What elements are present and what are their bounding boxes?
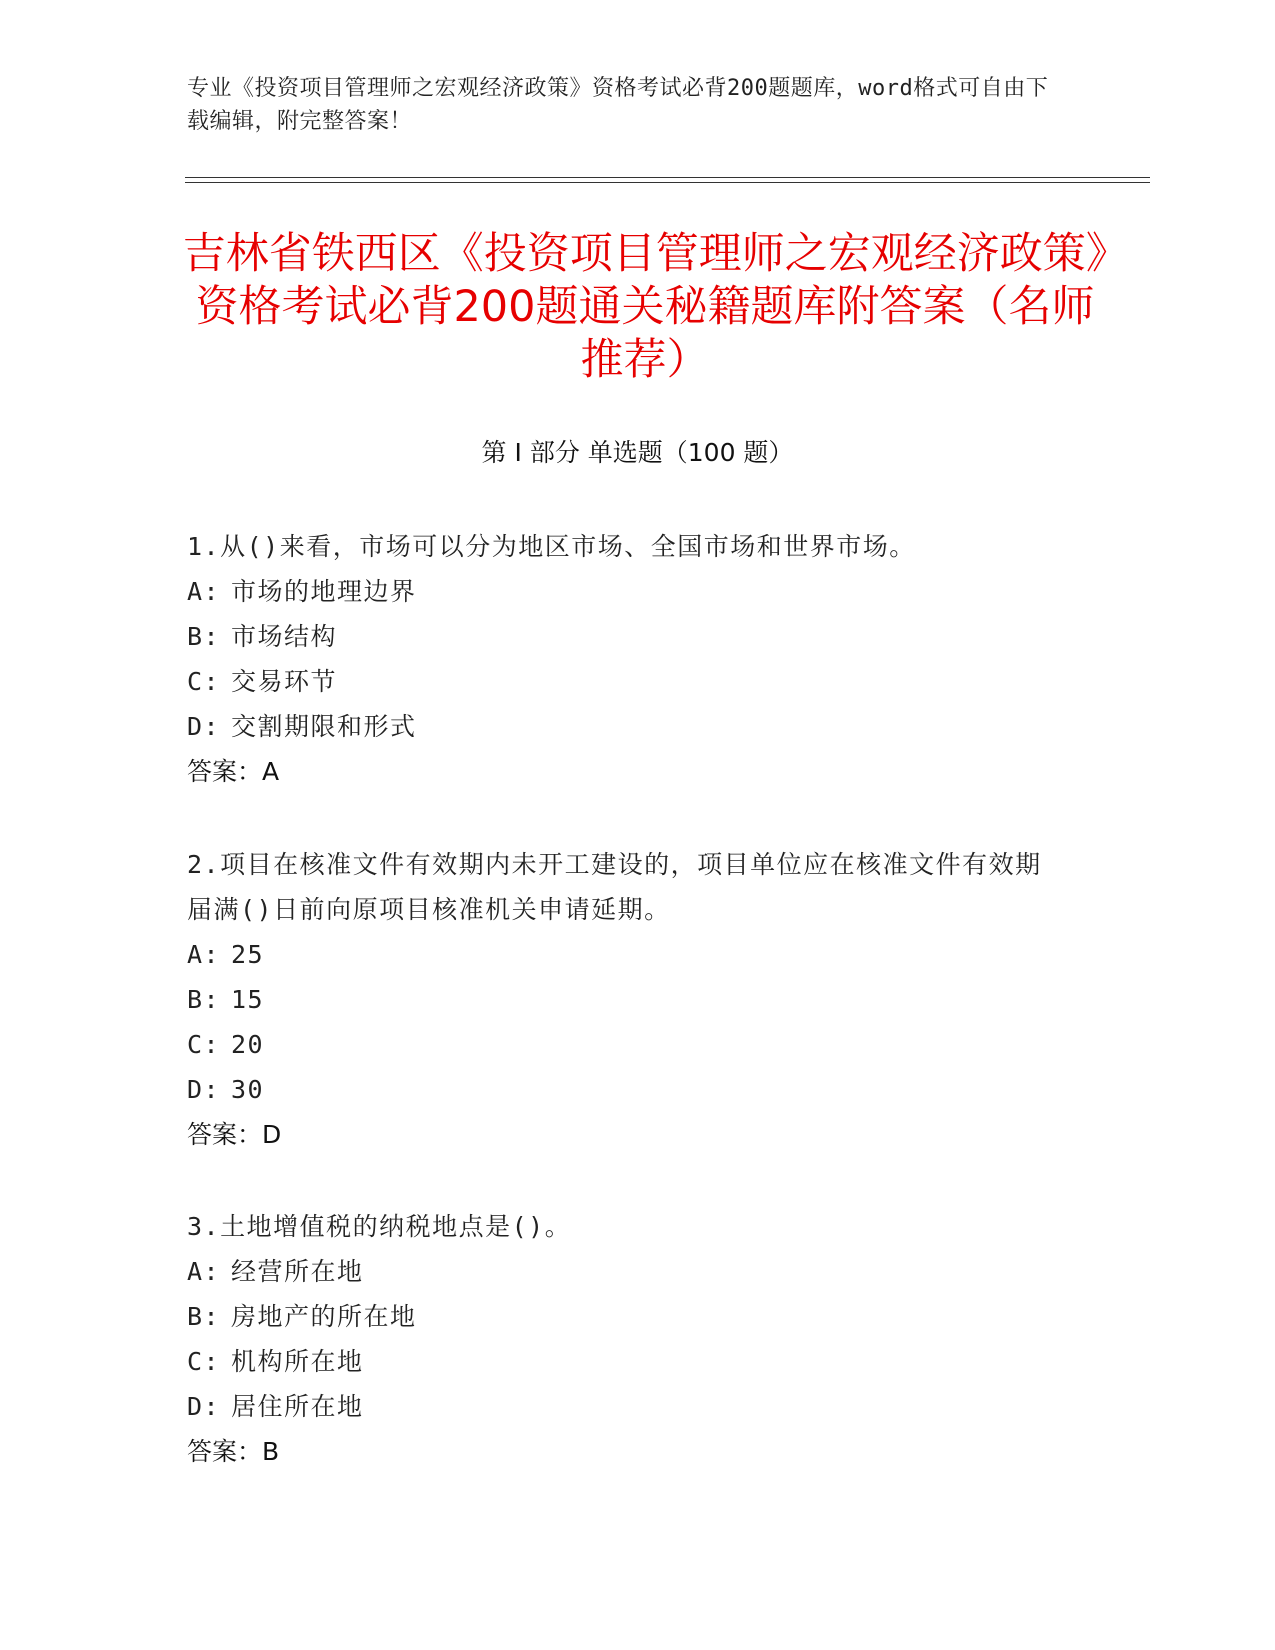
option-text: 25 bbox=[231, 940, 265, 969]
option-letter: D: bbox=[187, 1075, 221, 1104]
question-3 bbox=[187, 1204, 1067, 1474]
option-b bbox=[187, 614, 1067, 659]
question-stem: 2.项目在核准文件有效期内未开工建设的，项目单位应在核准文件有效期届满()日前向原项目核准机关申请延期。 bbox=[187, 850, 1042, 924]
question-stem: 3.土地增值税的纳税地点是()。 bbox=[187, 1212, 572, 1241]
question-2 bbox=[187, 842, 1067, 1157]
option-d bbox=[187, 704, 1067, 749]
option-letter: B: bbox=[187, 622, 221, 651]
option-text: 市场的地理边界 bbox=[231, 577, 417, 606]
answer-label: 答案：B bbox=[187, 1437, 280, 1466]
option-letter: A: bbox=[187, 1257, 221, 1286]
option-letter: D: bbox=[187, 1392, 221, 1421]
option-letter: B: bbox=[187, 985, 221, 1014]
option-text: 机构所在地 bbox=[231, 1347, 364, 1376]
option-c bbox=[187, 1022, 1067, 1067]
option-letter: C: bbox=[187, 1347, 221, 1376]
option-text: 交易环节 bbox=[231, 667, 338, 696]
option-d bbox=[187, 1384, 1067, 1429]
answer-label: 答案：D bbox=[187, 1120, 282, 1149]
option-text: 20 bbox=[231, 1030, 265, 1059]
question-1 bbox=[187, 524, 1067, 794]
option-letter: C: bbox=[187, 1030, 221, 1059]
header-divider-bottom bbox=[185, 182, 1150, 183]
option-text: 30 bbox=[231, 1075, 265, 1104]
option-text: 市场结构 bbox=[231, 622, 338, 651]
option-text: 15 bbox=[231, 985, 265, 1014]
option-a bbox=[187, 1249, 1067, 1294]
document-title: 吉林省铁西区《投资项目管理师之宏观经济政策》资格考试必背200题通关秘籍题库附答案（名师推荐） bbox=[182, 229, 1108, 385]
option-letter: A: bbox=[187, 940, 221, 969]
answer-label: 答案：A bbox=[187, 757, 280, 786]
section-heading: 第 I 部分 单选题（100 题） bbox=[481, 438, 794, 467]
option-b bbox=[187, 977, 1067, 1022]
option-a bbox=[187, 569, 1067, 614]
option-d bbox=[187, 1067, 1067, 1112]
question-stem: 1.从()来看，市场可以分为地区市场、全国市场和世界市场。 bbox=[187, 532, 916, 561]
option-c bbox=[187, 1339, 1067, 1384]
option-text: 居住所在地 bbox=[231, 1392, 364, 1421]
option-a bbox=[187, 932, 1067, 977]
option-b bbox=[187, 1294, 1067, 1339]
option-text: 交割期限和形式 bbox=[231, 712, 417, 741]
option-letter: B: bbox=[187, 1302, 221, 1331]
option-letter: A: bbox=[187, 577, 221, 606]
option-letter: D: bbox=[187, 712, 221, 741]
header-note: 专业《投资项目管理师之宏观经济政策》资格考试必背200题题库，word格式可自由下载编辑，附完整答案！ bbox=[187, 76, 1049, 134]
option-c bbox=[187, 659, 1067, 704]
option-letter: C: bbox=[187, 667, 221, 696]
option-text: 房地产的所在地 bbox=[231, 1302, 417, 1331]
header-divider-top bbox=[185, 177, 1150, 178]
option-text: 经营所在地 bbox=[231, 1257, 364, 1286]
